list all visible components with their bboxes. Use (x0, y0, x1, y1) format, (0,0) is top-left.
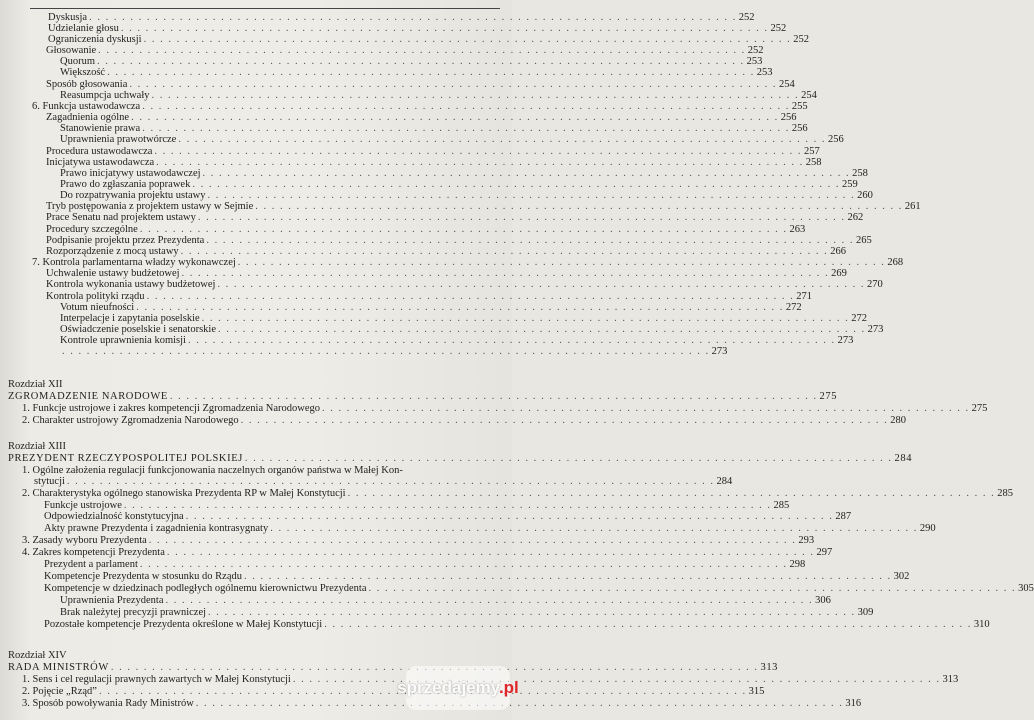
toc-entry: Uprawnienia Prezydenta . . . 306 (60, 595, 498, 606)
chapter-heading: Rozdział XIII (8, 441, 67, 452)
chapter-heading: Rozdział XII (8, 379, 63, 390)
toc-entry: Rozporządzenie z mocą ustawy . . . 266 (46, 246, 498, 257)
toc-entry: Procedura ustawodawcza . . . 257 (46, 146, 498, 157)
toc-entry: 1. Sens i cel regulacji prawnych zawartych w Małej Konstytucji . . . 313 (22, 674, 498, 685)
toc-entry: Pozostałe kompetencje Prezydenta określone w Małej Konstytucji . . . 310 (44, 619, 498, 630)
toc-entry: Reasumpcja uchwały . . . 254 (60, 90, 498, 101)
toc-entry: stytucji . . . 284 (34, 476, 498, 487)
toc-entry: 6. Funkcja ustawodawcza . . . 255 (32, 101, 498, 112)
toc-entry: Kontrola polityki rządu . . . 271 (46, 291, 498, 302)
toc-entry: 3. Zasady wyboru Prezydenta . . . 293 (22, 535, 498, 546)
toc-entry: Kompetencje w dziedzinach podległych ogólnemu kierownictwu Prezydenta . . . 305 (44, 583, 498, 594)
toc-entry: Akty prawne Prezydenta i zagadnienia kontrasygnaty . . . 290 (44, 523, 498, 534)
toc-entry: Sposób głosowania . . . 254 (46, 79, 498, 90)
toc-entry: . . . 273 (60, 346, 498, 357)
toc-entry: 7. Kontrola parlamentarna władzy wykonawczej . . . 268 (32, 257, 498, 268)
toc-entry: 1. Funkcje ustrojowe i zakres kompetencji Zgromadzenia Narodowego . . . 275 (22, 403, 498, 414)
chapter-heading: Rozdział XIV (8, 650, 67, 661)
toc-entry: Większość . . . 253 (60, 67, 498, 78)
toc-entry: Dyskusja . . . 252 (48, 12, 498, 23)
toc-entry: Brak należytej precyzji prawniczej . . . 309 (60, 607, 498, 618)
toc-entry: Uprawnienia prawotwórcze . . . 256 (60, 134, 498, 145)
toc-entry: Do rozpatrywania projektu ustawy . . . 260 (60, 190, 498, 201)
toc-entry: Funkcje ustrojowe . . . 285 (44, 500, 498, 511)
toc-entry: Kontrole uprawnienia komisji . . . 273 (60, 335, 498, 346)
toc-entry: Zagadnienia ogólne . . . 256 (46, 112, 498, 123)
toc-entry: Podpisanie projektu przez Prezydenta . . . 265 (46, 235, 498, 246)
toc-entry: Stanowienie prawa . . . 256 (60, 123, 498, 134)
toc-entry: 1. Ogólne założenia regulacji funkcjonowania naczelnych organów państwa w Małej Kon- (22, 465, 403, 476)
toc-entry: Prezydent a parlament . . . 298 (44, 559, 498, 570)
toc-entry: Głosowanie . . . 252 (46, 45, 498, 56)
toc-entry: Prawo inicjatywy ustawodawczej . . . 258 (60, 168, 498, 179)
toc-entry: Inicjatywa ustawodawcza . . . 258 (46, 157, 498, 168)
toc-entry: Odpowiedzialność konstytucyjna . . . 287 (44, 511, 498, 522)
toc-entry: Quorum . . . 253 (60, 56, 498, 67)
toc-entry: Oświadczenie poselskie i senatorskie . . . 273 (60, 324, 498, 335)
toc-entry: 3. Sposób powoływania Rady Ministrów . . . 316 (22, 698, 498, 709)
toc-entry: Prawo do zgłaszania poprawek . . . 259 (60, 179, 498, 190)
toc-entry: 4. Zakres kompetencji Prezydenta . . . 297 (22, 547, 498, 558)
toc-entry: Procedury szczególne . . . 263 (46, 224, 498, 235)
chapter-title: ZGROMADZENIE NARODOWE . . . 275 (8, 391, 498, 402)
toc-entry: Tryb postępowania z projektem ustawy w Sejmie . . . 261 (46, 201, 498, 212)
toc-entry: Uchwalenie ustawy budżetowej . . . 269 (46, 268, 498, 279)
chapter-title: PREZYDENT RZECZYPOSPOLITEJ POLSKIEJ . . . 284 (8, 453, 498, 464)
watermark-logo: sprzedajemy.pl (397, 678, 519, 697)
toc-entry: Votum nieufności . . . 272 (60, 302, 498, 313)
toc-entry: 2. Pojęcie „Rząd” . . . 315 (22, 686, 498, 697)
toc-entry: 2. Charakter ustrojowy Zgromadzenia Narodowego . . . 280 (22, 415, 498, 426)
toc-entry: Ograniczenia dyskusji . . . 252 (48, 34, 498, 45)
chapter-title: RADA MINISTRÓW . . . 313 (8, 662, 498, 673)
toc-entry: Kontrola wykonania ustawy budżetowej . . . 270 (46, 279, 498, 290)
toc-entry: Udzielanie głosu . . . 252 (48, 23, 498, 34)
toc-entry: 2. Charakterystyka ogólnego stanowiska Prezydenta RP w Małej Konstytucji . . . 285 (22, 488, 498, 499)
toc-entry: Kompetencje Prezydenta w stosunku do Rządu . . . 302 (44, 571, 498, 582)
watermark (397, 666, 519, 710)
toc-entry: Prace Senatu nad projektem ustawy . . . 262 (46, 212, 498, 223)
toc-entry: Interpelacje i zapytania poselskie . . . 272 (60, 313, 498, 324)
